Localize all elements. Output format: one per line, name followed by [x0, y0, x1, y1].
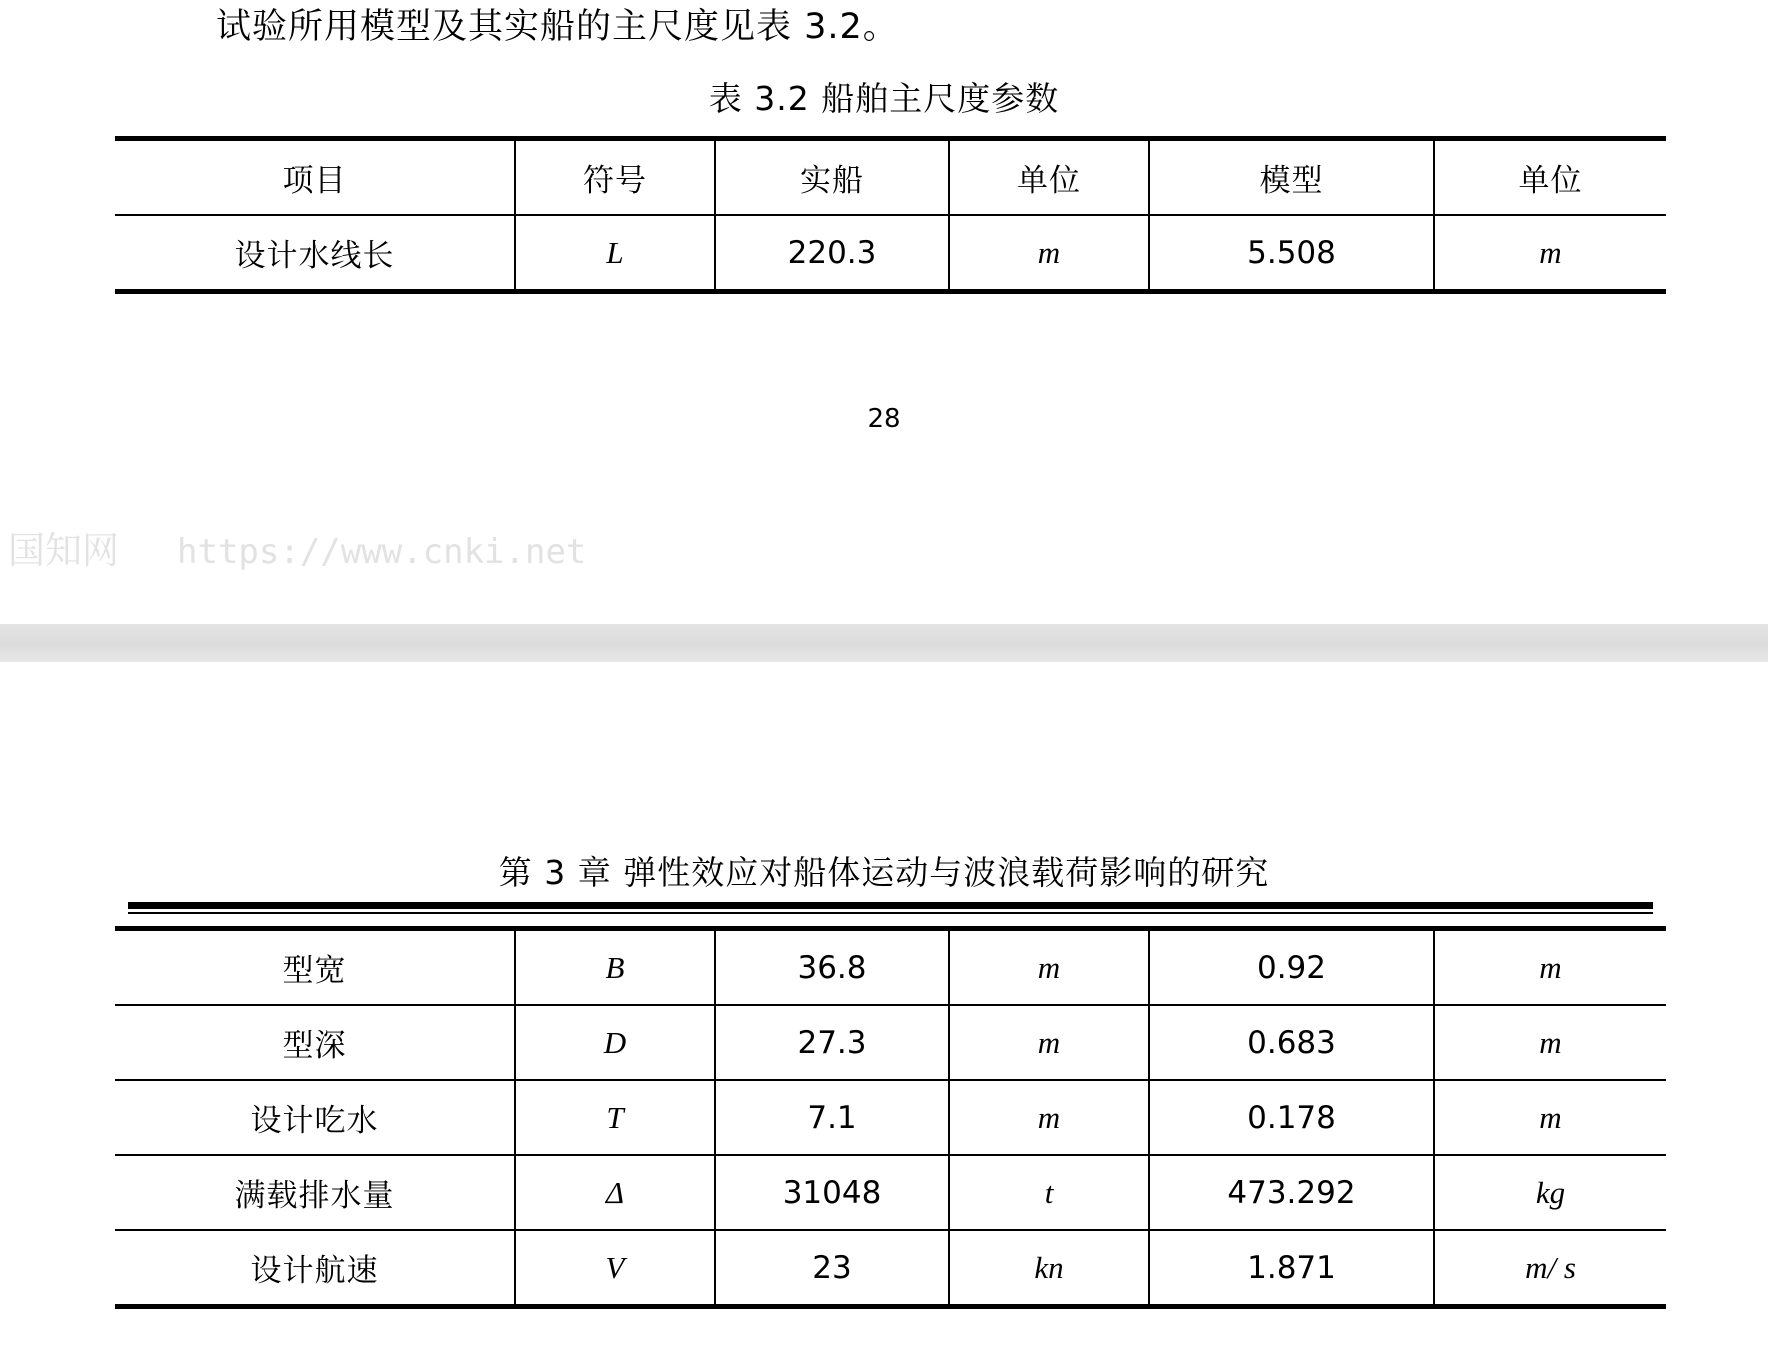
cell-symbol: D	[515, 1005, 715, 1080]
cell-model-unit: m/ s	[1434, 1230, 1666, 1307]
table-row	[115, 215, 1666, 292]
table-row	[115, 1155, 1666, 1230]
cell-symbol: B	[515, 929, 715, 1006]
header-symbol: 符号	[515, 139, 715, 216]
cell-symbol: Δ	[515, 1155, 715, 1230]
cell-model-value: 5.508	[1149, 215, 1434, 292]
cell-item: 设计水线长	[115, 215, 515, 292]
table-row	[115, 929, 1666, 1006]
header-rule-thick	[128, 902, 1653, 909]
cell-model-value: 0.683	[1149, 1005, 1434, 1080]
cell-model-value: 0.178	[1149, 1080, 1434, 1155]
cell-ship-value: 27.3	[715, 1005, 949, 1080]
watermark-url: https://www.cnki.net	[177, 532, 587, 572]
cell-ship-unit: m	[949, 929, 1149, 1006]
cell-symbol: T	[515, 1080, 715, 1155]
cell-model-value: 473.292	[1149, 1155, 1434, 1230]
cell-item: 型深	[115, 1005, 515, 1080]
cell-ship-value: 7.1	[715, 1080, 949, 1155]
watermark	[8, 520, 586, 574]
header-model: 模型	[1149, 139, 1434, 216]
cell-ship-value: 23	[715, 1230, 949, 1307]
header-ship-unit: 单位	[949, 139, 1149, 216]
cell-item: 满载排水量	[115, 1155, 515, 1230]
cell-ship-unit: kn	[949, 1230, 1149, 1307]
cell-item: 设计吃水	[115, 1080, 515, 1155]
header-item: 项目	[115, 139, 515, 216]
dimension-table-part1	[115, 136, 1666, 294]
cell-model-unit: m	[1434, 215, 1666, 292]
cell-ship-value: 31048	[715, 1155, 949, 1230]
dimension-table-part2	[115, 926, 1666, 1309]
table-caption: 表 3.2 船舶主尺度参数	[708, 79, 1060, 118]
header-model-unit: 单位	[1434, 139, 1666, 216]
page-number: 28	[867, 404, 901, 434]
cell-model-unit: kg	[1434, 1155, 1666, 1230]
page-upper	[0, 0, 1768, 624]
cell-ship-unit: m	[949, 1080, 1149, 1155]
watermark-name: 国知网	[8, 529, 119, 572]
cell-model-value: 1.871	[1149, 1230, 1434, 1307]
table-row	[115, 1230, 1666, 1307]
cell-ship-unit: m	[949, 215, 1149, 292]
intro-paragraph: 试验所用模型及其实船的主尺度见表 3.2。	[216, 7, 899, 47]
table-row	[115, 1080, 1666, 1155]
cell-model-unit: m	[1434, 929, 1666, 1006]
page-separator	[0, 624, 1768, 662]
cell-ship-value: 36.8	[715, 929, 949, 1006]
chapter-running-header: 第 3 章 弹性效应对船体运动与波浪载荷影响的研究	[498, 853, 1270, 892]
table-row	[115, 1005, 1666, 1080]
header-ship: 实船	[715, 139, 949, 216]
cell-model-unit: m	[1434, 1005, 1666, 1080]
cell-ship-value: 220.3	[715, 215, 949, 292]
cell-item: 型宽	[115, 929, 515, 1006]
cell-model-value: 0.92	[1149, 929, 1434, 1006]
header-rule-thin	[128, 912, 1653, 914]
cell-ship-unit: t	[949, 1155, 1149, 1230]
cell-model-unit: m	[1434, 1080, 1666, 1155]
table-header-row	[115, 139, 1666, 216]
cell-item: 设计航速	[115, 1230, 515, 1307]
cell-ship-unit: m	[949, 1005, 1149, 1080]
cell-symbol: V	[515, 1230, 715, 1307]
cell-symbol: L	[515, 215, 715, 292]
